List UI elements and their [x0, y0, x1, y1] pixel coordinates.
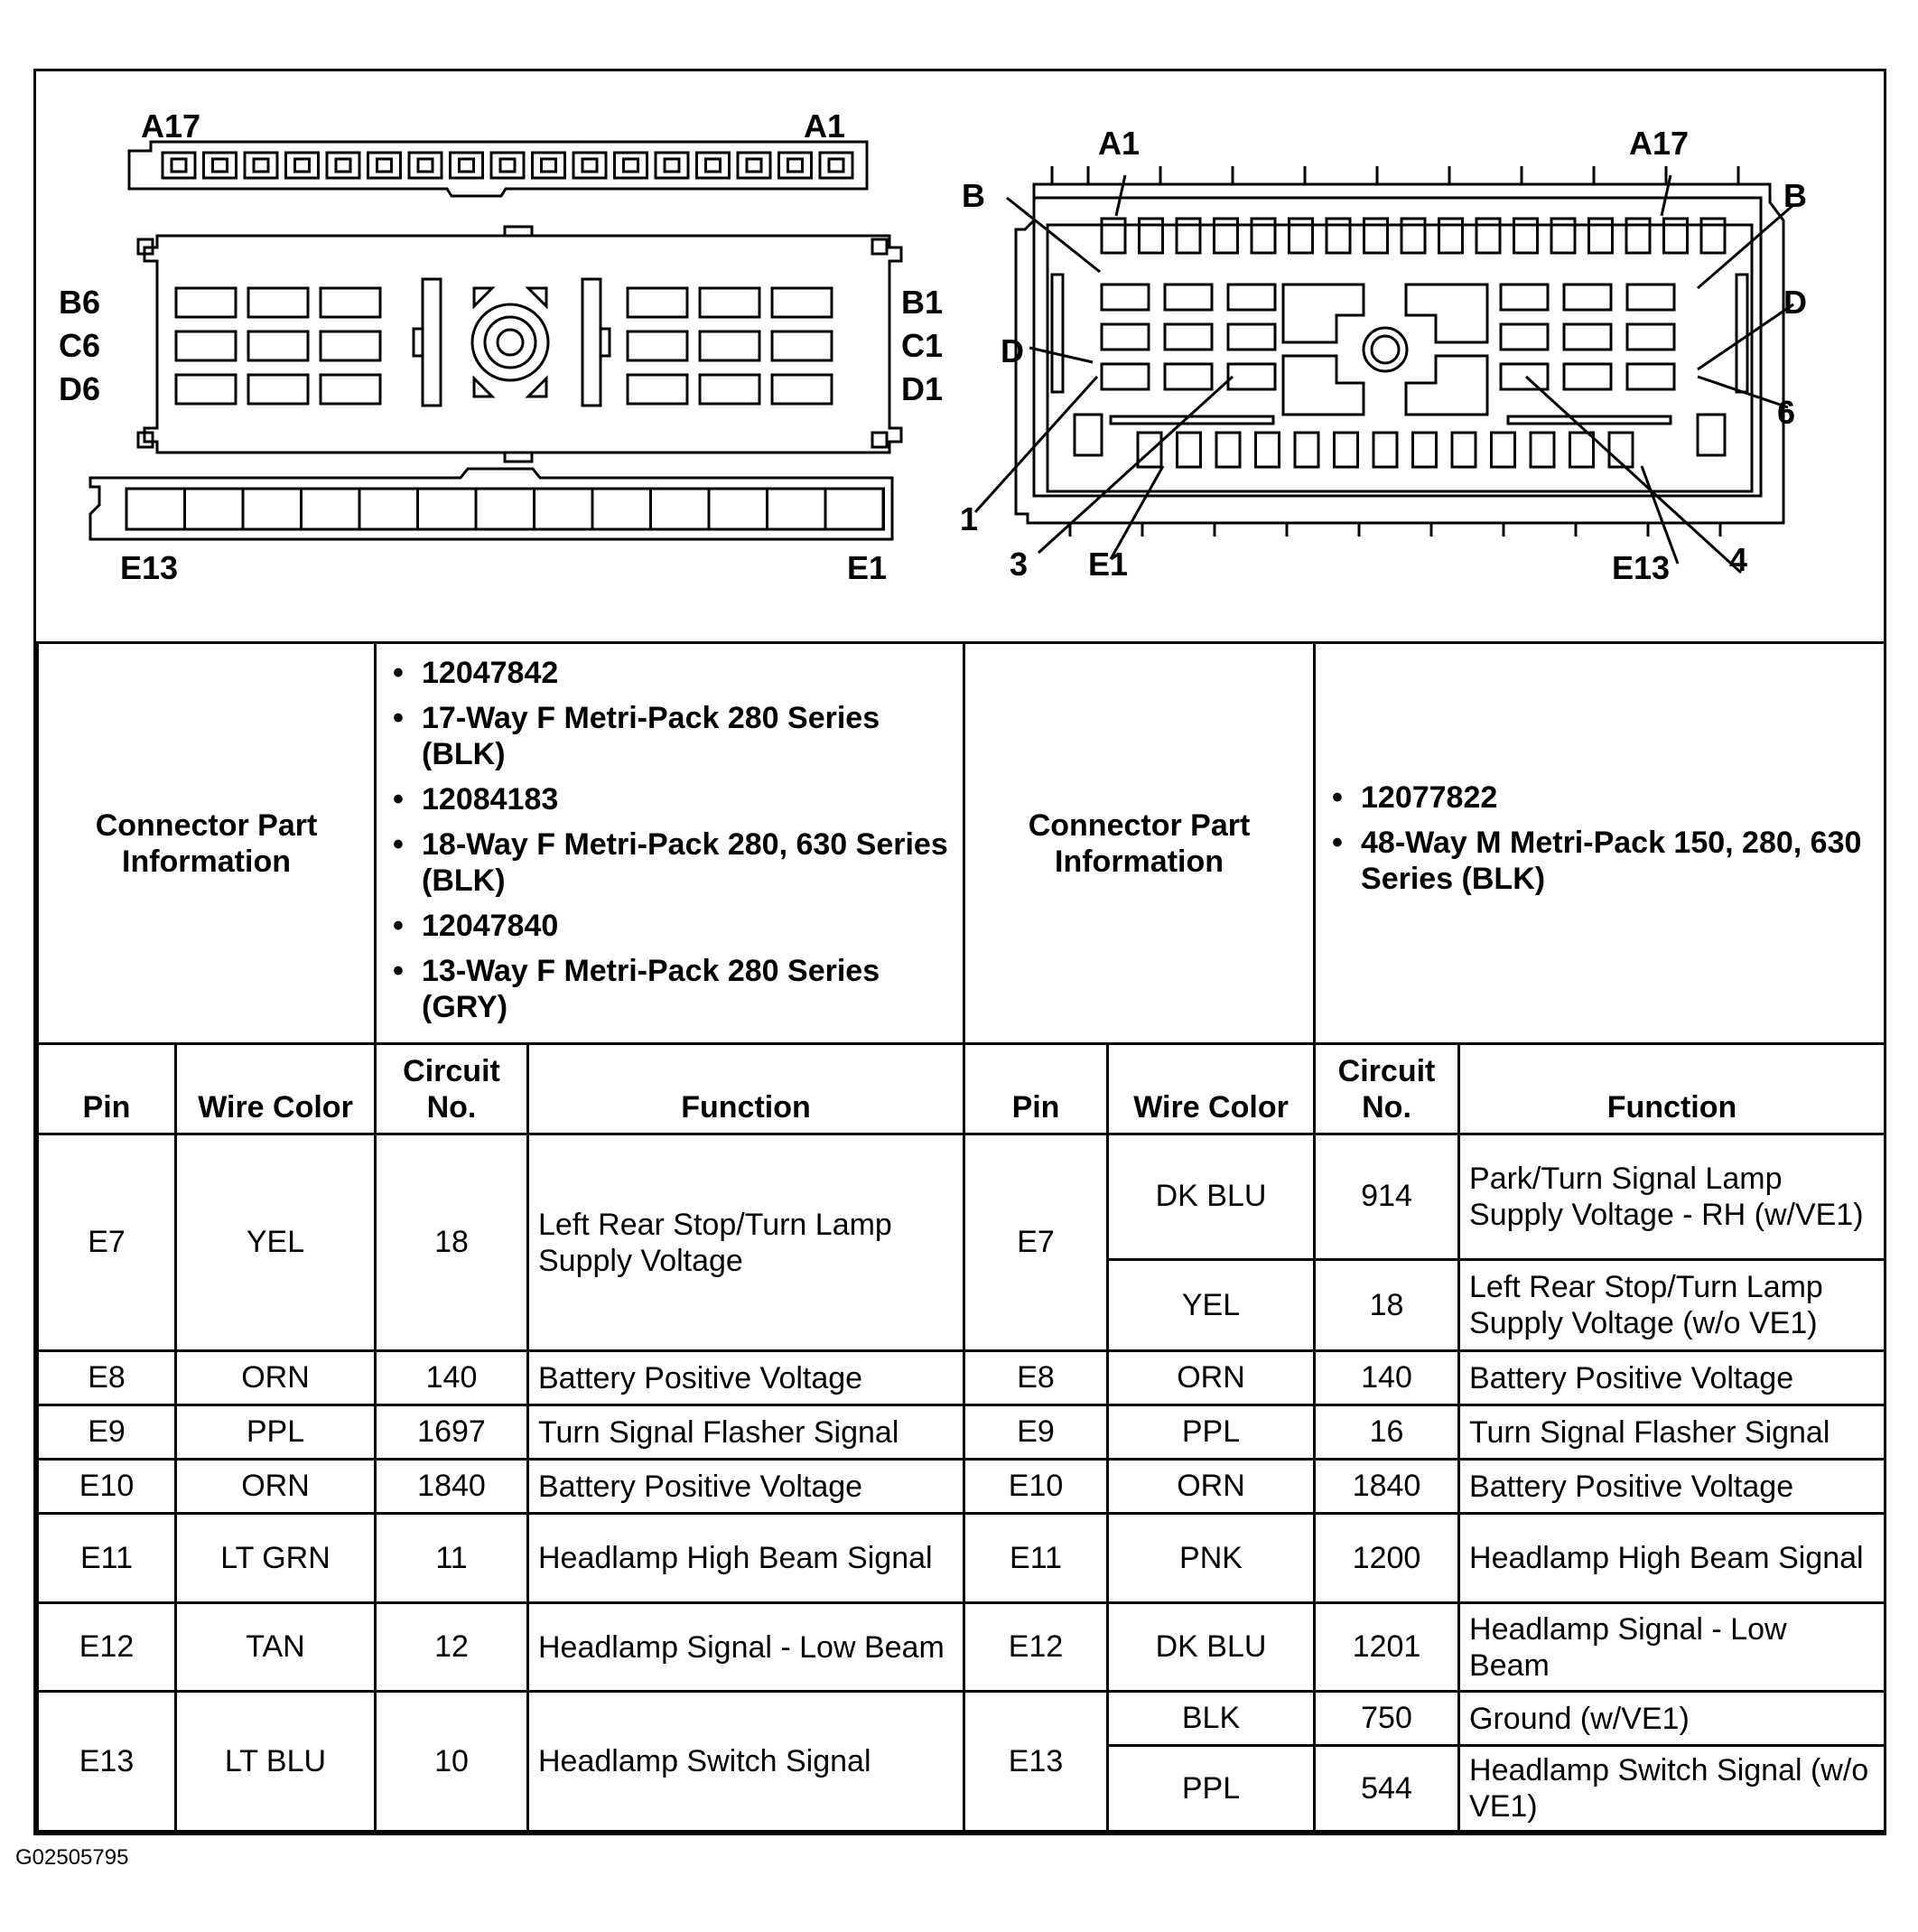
bcd-cavity	[628, 375, 687, 404]
right-function-cell: Battery Positive Voltage	[1459, 1351, 1885, 1405]
right-circuit-cell: 1200	[1315, 1514, 1459, 1603]
label-d-right: D	[1783, 284, 1807, 321]
left-wire-color-cell: TAN	[176, 1602, 376, 1692]
a-row-cavity-inner	[665, 159, 679, 172]
left-function-cell: Battery Positive Voltage	[528, 1351, 964, 1405]
label-3: 3	[1010, 546, 1029, 583]
r-grid-cavity	[1627, 364, 1674, 389]
bcd-cavity	[772, 288, 832, 317]
label-e13-right: E13	[1612, 549, 1671, 586]
r-grid-cavity	[1627, 285, 1674, 310]
left-wire-color-cell: ORN	[176, 1351, 376, 1405]
a-row-cavity	[697, 153, 730, 178]
right-info-label: Connector Part Information	[964, 643, 1315, 1044]
header-wire-color-left: Wire Color	[176, 1044, 376, 1134]
table-row	[38, 1692, 1885, 1746]
r-grid-cavity	[1564, 324, 1611, 350]
right-circuit-cell: 1201	[1315, 1602, 1459, 1692]
a-row-cavity-inner	[172, 159, 186, 172]
left-connector	[90, 142, 901, 539]
a-row-cavity	[286, 153, 319, 178]
re-row-cavity	[1373, 433, 1397, 467]
re-row-cavity	[1335, 433, 1358, 467]
e-row-cell	[535, 489, 593, 529]
a-row-cavity-inner	[418, 159, 433, 172]
a-row-cavity	[615, 153, 647, 178]
r-grid-cavity	[1102, 364, 1149, 389]
left-circuit-cell: 1697	[376, 1405, 528, 1460]
right-wire-color-cell: DK BLU	[1108, 1602, 1315, 1692]
right-circuit-cell: 914	[1315, 1134, 1459, 1259]
right-wire-color-cell: BLK	[1108, 1692, 1315, 1746]
right-wire-color-cell: PPL	[1108, 1746, 1315, 1832]
r-grid-cavity	[1501, 324, 1548, 350]
table-row	[38, 1351, 1885, 1405]
bcd-cavity	[321, 288, 380, 317]
right-function-cell: Park/Turn Signal Lamp Supply Voltage - RH (w/VE1)	[1459, 1134, 1885, 1259]
bcd-cavity	[248, 288, 308, 317]
e-row-cell	[418, 489, 477, 529]
re-row-cavity	[1492, 433, 1515, 467]
right-circuit-cell: 750	[1315, 1692, 1459, 1746]
table-row	[38, 1460, 1885, 1514]
a-row-cavity-inner	[788, 159, 803, 172]
a-row-cavity	[820, 153, 852, 178]
connector-drawing	[36, 71, 1884, 641]
bcd-cavity	[772, 331, 832, 360]
r-grid-cavity	[1102, 324, 1149, 350]
bcd-cavity	[628, 331, 687, 360]
left-info-item: • 12047842	[422, 655, 954, 691]
r-grid-cavity	[1627, 324, 1674, 350]
r-grid-cavity	[1564, 285, 1611, 310]
right-pin-cell: E10	[964, 1460, 1108, 1514]
bcd-cavity	[176, 288, 236, 317]
left-pin-cell: E11	[38, 1514, 176, 1603]
label-1: 1	[960, 500, 979, 537]
a-row-cavity	[451, 153, 483, 178]
right-function-cell: Left Rear Stop/Turn Lamp Supply Voltage (w/o VE1)	[1459, 1259, 1885, 1351]
right-info-item: • 12077822	[1361, 779, 1875, 816]
re-row-cavity	[1295, 433, 1318, 467]
left-function-cell: Left Rear Stop/Turn Lamp Supply Voltage	[528, 1134, 964, 1351]
bcd-cavity	[321, 375, 380, 404]
table-row	[38, 1405, 1885, 1460]
re-row-cavity	[1452, 433, 1476, 467]
re-row-cavity	[1178, 433, 1201, 467]
table-row	[38, 1602, 1885, 1692]
left-pin-cell: E7	[38, 1134, 176, 1351]
label-d-left: D	[1001, 332, 1024, 369]
bcd-cavity	[176, 331, 236, 360]
label-4: 4	[1729, 541, 1748, 578]
label-a1-right: A1	[1098, 125, 1141, 162]
right-pin-cell: E7	[964, 1134, 1108, 1351]
header-function-right: Function	[1459, 1044, 1885, 1134]
label-a1-left: A1	[804, 107, 846, 145]
label-d1: D1	[901, 370, 944, 407]
right-pin-cell: E8	[964, 1351, 1108, 1405]
re-row-cavity	[1138, 433, 1161, 467]
a-row-cavity-inner	[500, 159, 515, 172]
a-row-cavity	[533, 153, 565, 178]
r-grid-cavity	[1165, 324, 1212, 350]
right-connector	[975, 166, 1796, 573]
a-row-cavity	[368, 153, 401, 178]
left-circuit-cell: 1840	[376, 1460, 528, 1514]
right-wire-color-cell: YEL	[1108, 1259, 1315, 1351]
e-row-cell	[825, 489, 884, 529]
a-row-cavity-inner	[295, 159, 310, 172]
right-pin-cell: E13	[964, 1692, 1108, 1832]
label-a17-right: A17	[1629, 125, 1690, 162]
left-wire-color-cell: YEL	[176, 1134, 376, 1351]
label-6: 6	[1777, 394, 1796, 431]
bcd-cavity	[321, 331, 380, 360]
left-info-list	[386, 655, 954, 1025]
left-info-list-cell	[376, 643, 964, 1044]
left-circuit-cell: 140	[376, 1351, 528, 1405]
left-pin-cell: E10	[38, 1460, 176, 1514]
left-pin-cell: E13	[38, 1692, 176, 1832]
right-function-cell: Headlamp Signal - Low Beam	[1459, 1602, 1885, 1692]
r-grid-cavity	[1501, 285, 1548, 310]
right-circuit-cell: 544	[1315, 1746, 1459, 1832]
left-pin-cell: E12	[38, 1602, 176, 1692]
right-function-cell: Headlamp Switch Signal (w/o VE1)	[1459, 1746, 1885, 1832]
left-info-item: • 12084183	[422, 781, 954, 817]
right-info-item: • 48-Way M Metri-Pack 150, 280, 630 Series (BLK)	[1361, 825, 1875, 897]
left-function-cell: Headlamp Signal - Low Beam	[528, 1602, 964, 1692]
e-row-cell	[185, 489, 244, 529]
re-row-cavity	[1570, 433, 1594, 467]
r-grid-cavity	[1228, 285, 1275, 310]
left-wire-color-cell: ORN	[176, 1460, 376, 1514]
a-row-cavity	[245, 153, 277, 178]
e-row-cell	[359, 489, 418, 529]
left-function-cell: Headlamp Switch Signal	[528, 1692, 964, 1832]
a-row-cavity-inner	[542, 159, 556, 172]
re-row-cavity	[1413, 433, 1437, 467]
connector-info-row	[38, 643, 1885, 1044]
bcd-cavity	[248, 331, 308, 360]
right-circuit-cell: 18	[1315, 1259, 1459, 1351]
a-row-cavity-inner	[377, 159, 392, 172]
label-b6: B6	[59, 284, 101, 321]
a-row-cavity	[491, 153, 524, 178]
a-row-cavity-inner	[829, 159, 843, 172]
left-function-cell: Battery Positive Voltage	[528, 1460, 964, 1514]
left-info-label: Connector Part Information	[38, 643, 376, 1044]
r-grid-cavity	[1102, 285, 1149, 310]
e-row-cell	[126, 489, 185, 529]
r-grid-cavity	[1165, 285, 1212, 310]
a-row-cavity-inner	[254, 159, 268, 172]
right-wire-color-cell: ORN	[1108, 1351, 1315, 1405]
r-grid-cavity	[1228, 324, 1275, 350]
left-circuit-cell: 11	[376, 1514, 528, 1603]
label-b1: B1	[901, 284, 944, 321]
pin-table	[36, 641, 1886, 1833]
right-circuit-cell: 1840	[1315, 1460, 1459, 1514]
label-b-left: B	[962, 177, 985, 214]
right-wire-color-cell: DK BLU	[1108, 1134, 1315, 1259]
right-circuit-cell: 140	[1315, 1351, 1459, 1405]
header-row	[38, 1044, 1885, 1134]
header-pin-right: Pin	[964, 1044, 1108, 1134]
a-row-cavity-inner	[582, 159, 597, 172]
bcd-cavity	[248, 375, 308, 404]
label-a17-left: A17	[141, 107, 201, 145]
bcd-cavity	[700, 375, 759, 404]
figure-id: G02505795	[15, 1845, 129, 1870]
r-grid-cavity	[1165, 364, 1212, 389]
right-function-cell: Headlamp High Beam Signal	[1459, 1514, 1885, 1603]
right-pin-cell: E12	[964, 1602, 1108, 1692]
bcd-cavity	[700, 331, 759, 360]
left-pin-cell: E8	[38, 1351, 176, 1405]
bcd-cavity	[176, 375, 236, 404]
left-info-item: • 18-Way F Metri-Pack 280, 630 Series (BLK)	[422, 826, 954, 899]
e-row-cell	[476, 489, 535, 529]
r-grid-cavity	[1228, 364, 1275, 389]
right-pin-cell: E11	[964, 1514, 1108, 1603]
r-grid-cavity	[1501, 364, 1548, 389]
left-circuit-cell: 18	[376, 1134, 528, 1351]
a-row-cavity-inner	[706, 159, 721, 172]
right-circuit-cell: 16	[1315, 1405, 1459, 1460]
a-row-cavity	[327, 153, 359, 178]
a-row-cavity-inner	[213, 159, 228, 172]
a-row-cavity	[163, 153, 195, 178]
e-row-cell	[243, 489, 302, 529]
label-d6: D6	[59, 370, 101, 407]
re-row-cavity	[1216, 433, 1240, 467]
left-pin-cell: E9	[38, 1405, 176, 1460]
a-row-cavity	[779, 153, 812, 178]
connector-diagrams	[36, 71, 1884, 641]
left-wire-color-cell: PPL	[176, 1405, 376, 1460]
label-c1: C1	[901, 327, 944, 364]
figure-frame	[33, 69, 1886, 1835]
header-function-left: Function	[528, 1044, 964, 1134]
right-function-cell: Battery Positive Voltage	[1459, 1460, 1885, 1514]
re-row-cavity	[1531, 433, 1554, 467]
e-row-cell	[768, 489, 826, 529]
header-circuit-right: Circuit No.	[1315, 1044, 1459, 1134]
left-function-cell: Headlamp High Beam Signal	[528, 1514, 964, 1603]
label-e13-left: E13	[120, 549, 179, 586]
e-row-cell	[302, 489, 360, 529]
right-function-cell: Turn Signal Flasher Signal	[1459, 1405, 1885, 1460]
e-row-cell	[709, 489, 768, 529]
bcd-cavity	[700, 288, 759, 317]
left-wire-color-cell: LT GRN	[176, 1514, 376, 1603]
left-info-item: • 17-Way F Metri-Pack 280 Series (BLK)	[422, 700, 954, 772]
label-b-right: B	[1783, 177, 1807, 214]
a-row-cavity	[738, 153, 770, 178]
a-row-cavity-inner	[624, 159, 638, 172]
left-info-item: • 13-Way F Metri-Pack 280 Series (GRY)	[422, 953, 954, 1025]
right-pin-cell: E9	[964, 1405, 1108, 1460]
header-wire-color-right: Wire Color	[1108, 1044, 1315, 1134]
header-circuit-left: Circuit No.	[376, 1044, 528, 1134]
left-function-cell: Turn Signal Flasher Signal	[528, 1405, 964, 1460]
label-c6: C6	[59, 327, 101, 364]
right-info-list-cell	[1315, 643, 1885, 1044]
a-row-cavity-inner	[460, 159, 474, 172]
a-row-cavity	[204, 153, 237, 178]
a-row-cavity	[409, 153, 442, 178]
table-row	[38, 1134, 1885, 1259]
left-wire-color-cell: LT BLU	[176, 1692, 376, 1832]
label-e1-left: E1	[847, 549, 888, 586]
right-function-cell: Ground (w/VE1)	[1459, 1692, 1885, 1746]
a-row-cavity-inner	[336, 159, 350, 172]
a-row-cavity	[656, 153, 688, 178]
r-grid-cavity	[1564, 364, 1611, 389]
a-row-cavity-inner	[747, 159, 761, 172]
left-circuit-cell: 12	[376, 1602, 528, 1692]
table-row	[38, 1514, 1885, 1603]
a-row-cavity	[573, 153, 606, 178]
left-info-item: • 12047840	[422, 908, 954, 944]
right-wire-color-cell: PPL	[1108, 1405, 1315, 1460]
e-row-cell	[592, 489, 651, 529]
left-circuit-cell: 10	[376, 1692, 528, 1832]
e-row-cell	[651, 489, 710, 529]
label-e1-right: E1	[1088, 546, 1129, 583]
header-pin-left: Pin	[38, 1044, 176, 1134]
bcd-cavity	[628, 288, 687, 317]
bcd-cavity	[772, 375, 832, 404]
right-info-list	[1325, 779, 1875, 897]
right-wire-color-cell: PNK	[1108, 1514, 1315, 1603]
right-wire-color-cell: ORN	[1108, 1460, 1315, 1514]
re-row-cavity	[1256, 433, 1280, 467]
